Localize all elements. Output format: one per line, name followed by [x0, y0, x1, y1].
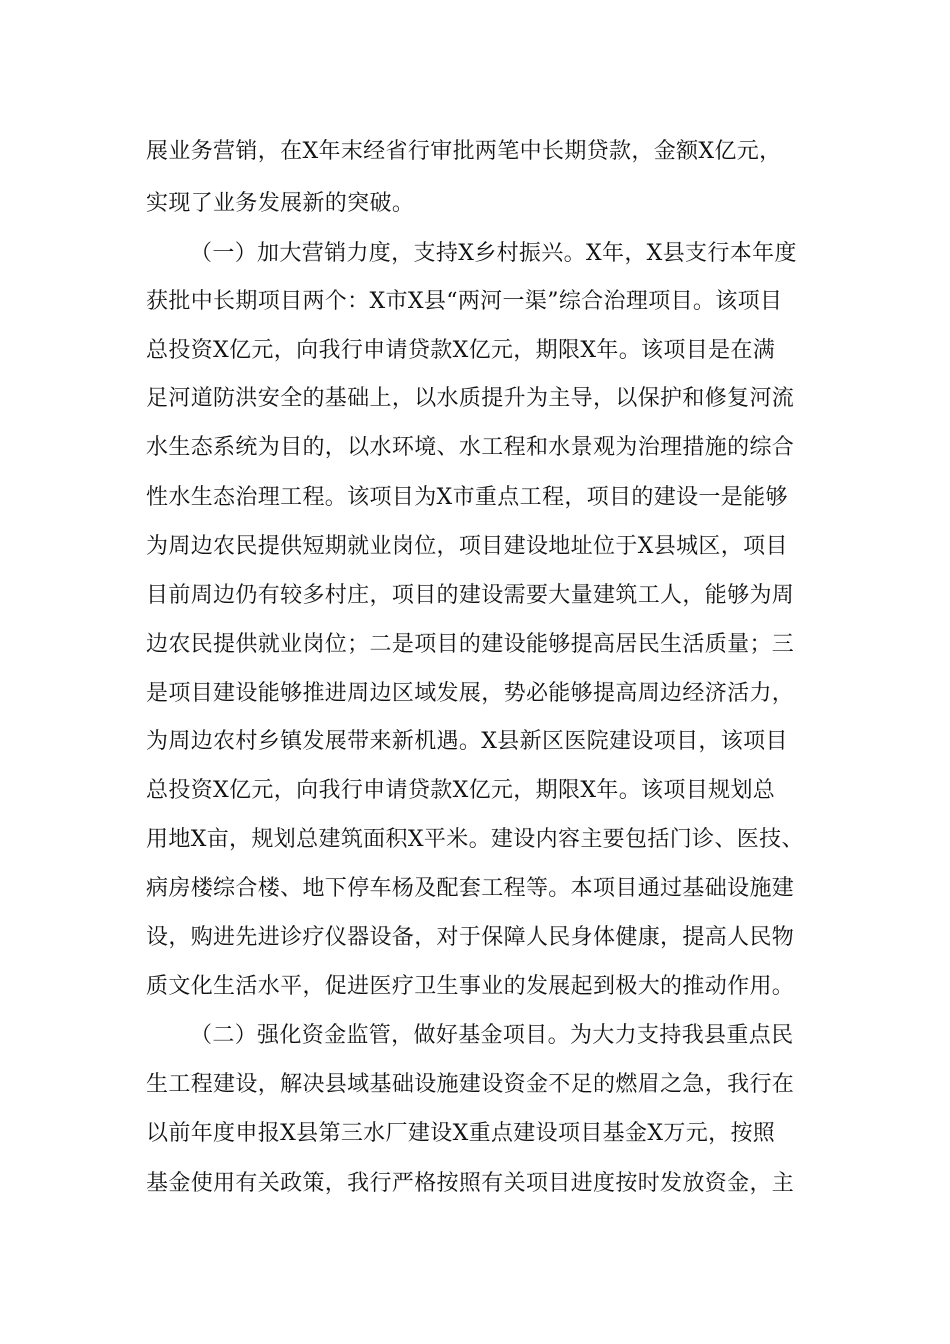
paragraph-2-start: （二）强化资金监管，做好基金项目。为大力支持我县重点民 [190, 1023, 794, 1048]
text-line: 为周边农民提供短期就业岗位，项目建设地址位于X县城区，项目 [146, 534, 788, 559]
text-line: 设，购进先进诊疗仪器设备，对于保障人民身体健康，提高人民物 [146, 925, 795, 950]
text-line: 展业务营销，在X年末经省行审批两笔中长期贷款，金额X亿元， [146, 139, 782, 164]
text-line: 病房楼综合楼、地下停车杨及配套工程等。本项目通过基础设施建 [146, 876, 795, 901]
text-line: 基金使用有关政策，我行严格按照有关项目进度按时发放资金，主 [146, 1171, 795, 1196]
text-line: 用地X亩，规划总建筑面积X平米。建设内容主要包括门诊、医技、 [146, 827, 804, 852]
text-line: 以前年度申报X县第三水厂建设X重点建设项目基金X万元，按照 [146, 1121, 776, 1146]
text-line: 总投资X亿元，向我行申请贷款X亿元，期限X年。该项目规划总 [146, 778, 776, 803]
text-line: 为周边农村乡镇发展带来新机遇。X县新区医院建设项目，该项目 [146, 729, 788, 754]
text-line: 总投资X亿元，向我行申请贷款X亿元，期限X年。该项目是在满 [146, 338, 776, 363]
text-line: 获批中长期项目两个：X市X县“两河一渠”综合治理项目。该项目 [146, 289, 783, 314]
text-line: 质文化生活水平，促进医疗卫生事业的发展起到极大的推动作用。 [146, 974, 795, 999]
text-line: 目前周边仍有较多村庄，项目的建设需要大量建筑工人，能够为周 [146, 583, 795, 608]
text-line: 性水生态治理工程。该项目为X市重点工程，项目的建设一是能够 [146, 485, 788, 510]
text-line: 边农民提供就业岗位；二是项目的建设能够提高居民生活质量；三 [146, 632, 795, 657]
text-line: 生工程建设，解决县域基础设施建设资金不足的燃眉之急，我行在 [146, 1072, 795, 1097]
text-line: 足河道防洪安全的基础上，以水质提升为主导，以保护和修复河流 [146, 386, 795, 411]
paragraph-1-start: （一）加大营销力度，支持X乡村振兴。X年，X县支行本年度 [190, 241, 797, 266]
text-line: 是项目建设能够推进周边区域发展，势必能够提高周边经济活力， [146, 681, 795, 706]
text-line: 实现了业务发展新的突破。 [146, 191, 415, 216]
text-line: 水生态系统为目的，以水环境、水工程和水景观为治理措施的综合 [146, 435, 795, 460]
